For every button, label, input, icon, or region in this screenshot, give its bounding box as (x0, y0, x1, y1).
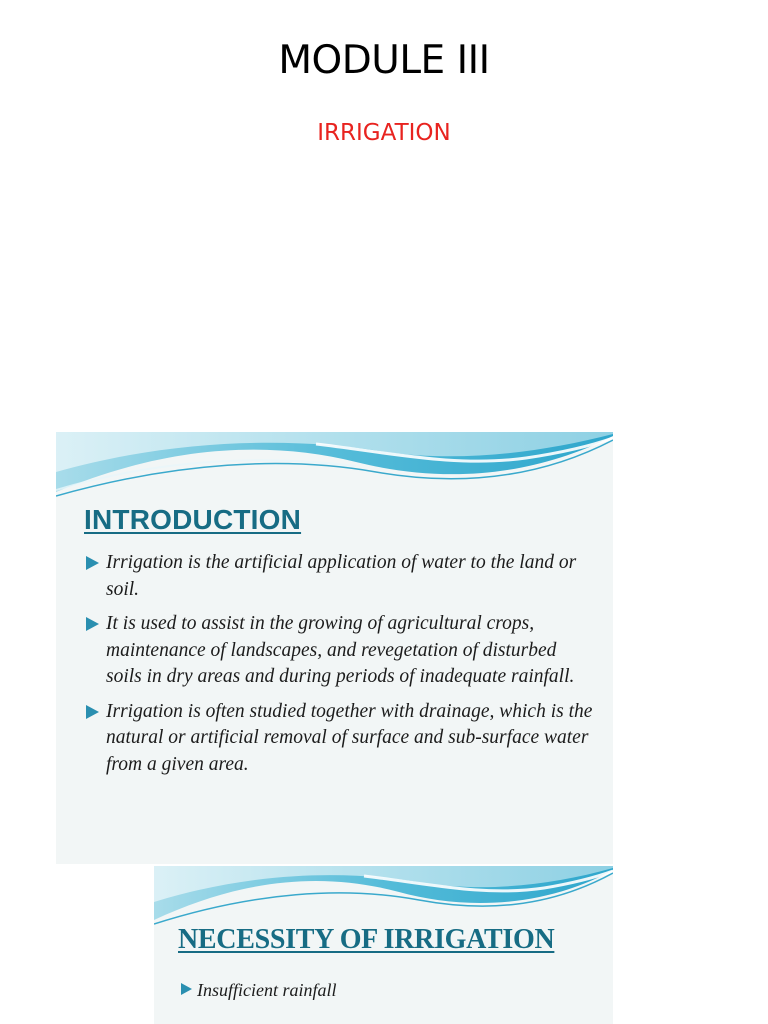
arrow-bullet-icon (181, 983, 192, 995)
bullet-text: Insufficient rainfall (197, 980, 337, 1000)
bullet-item (86, 550, 596, 603)
bullet-text: It is used to assist in the growing of agricultural crops, maintenance of landscapes, and revegetation of disturbed soils in dry areas and during periods of inadequate rainfall. (106, 613, 575, 687)
bullet-item (86, 699, 596, 779)
wave-banner-graphic (56, 432, 613, 502)
slide-heading-introduction: INTRODUCTION (84, 504, 302, 535)
bullet-text: Irrigation is the artificial application of water to the land or soil. (106, 552, 577, 600)
bullet-item (181, 978, 601, 1002)
slide-necessity-of-irrigation (154, 866, 613, 1024)
module-title: MODULE III (278, 38, 490, 83)
slide-introduction (56, 432, 613, 864)
bullet-list (86, 550, 596, 786)
slide-heading-necessity: NECESSITY OF IRRIGATION (178, 924, 555, 955)
bullet-list (181, 978, 601, 1010)
bullet-text: Irrigation is often studied together with drainage, which is the natural or artificial removal of surface and sub-surface water from a given area. (106, 700, 593, 775)
arrow-bullet-icon (86, 556, 99, 570)
bullet-item (86, 611, 596, 691)
wave-banner-graphic (154, 866, 613, 926)
module-subtitle: IRRIGATION (317, 120, 451, 146)
arrow-bullet-icon (86, 617, 99, 631)
arrow-bullet-icon (86, 705, 99, 719)
